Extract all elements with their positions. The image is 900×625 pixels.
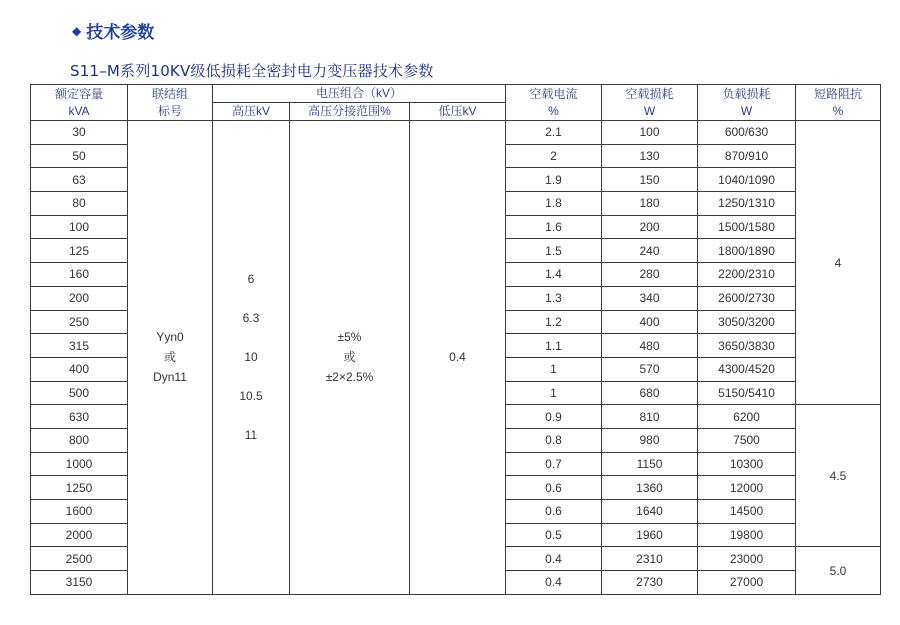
- no-load-loss-cell: 280: [602, 263, 698, 287]
- capacity-cell: 50: [31, 144, 128, 168]
- header-nlc-label: 空载电流: [529, 86, 578, 101]
- no-load-loss-cell: 980: [602, 428, 698, 452]
- capacity-cell: 125: [31, 239, 128, 263]
- header-impedance: [796, 85, 881, 121]
- no-load-current-cell: 0.8: [506, 428, 602, 452]
- no-load-loss-cell: 1150: [602, 452, 698, 476]
- header-nll-label: 空载损耗: [625, 86, 674, 101]
- header-ll-label: 负载损耗: [722, 86, 771, 101]
- header-group-label: 联结组: [151, 86, 188, 101]
- no-load-current-cell: 1.8: [506, 192, 602, 216]
- capacity-cell: 200: [31, 286, 128, 310]
- no-load-loss-cell: 100: [602, 121, 698, 145]
- capacity-cell: 100: [31, 215, 128, 239]
- load-loss-cell: 1500/1580: [698, 215, 796, 239]
- group-value-line: Dyn11: [153, 370, 187, 385]
- group-cell: [128, 121, 213, 595]
- load-loss-cell: 3650/3830: [698, 334, 796, 358]
- capacity-cell: 400: [31, 357, 128, 381]
- hv-value: 6.3: [242, 311, 260, 326]
- load-loss-cell: 870/910: [698, 144, 796, 168]
- load-loss-cell: 1800/1890: [698, 239, 796, 263]
- tap-value-line: ±5%: [337, 330, 362, 345]
- load-loss-cell: 7500: [698, 428, 796, 452]
- hv-value: 11: [244, 428, 258, 443]
- load-loss-cell: 23000: [698, 547, 796, 571]
- capacity-cell: 160: [31, 263, 128, 287]
- header-voltage-group: 电压组合（kV）: [213, 85, 506, 103]
- load-loss-cell: 6200: [698, 405, 796, 429]
- header-capacity-label: 额定容量: [54, 86, 103, 101]
- hv-value: 6: [247, 272, 255, 287]
- no-load-loss-cell: 570: [602, 357, 698, 381]
- no-load-current-cell: 0.5: [506, 523, 602, 547]
- header-ll-unit: W: [740, 103, 753, 118]
- no-load-current-cell: 0.7: [506, 452, 602, 476]
- capacity-cell: 630: [31, 405, 128, 429]
- no-load-current-cell: 0.9: [506, 405, 602, 429]
- no-load-loss-cell: 2310: [602, 547, 698, 571]
- impedance-cell: 4.5: [796, 405, 881, 547]
- no-load-loss-cell: 480: [602, 334, 698, 358]
- header-lv: 低压kV: [410, 103, 506, 121]
- no-load-loss-cell: 1960: [602, 523, 698, 547]
- section-heading: [72, 18, 154, 43]
- capacity-cell: 1600: [31, 500, 128, 524]
- no-load-loss-cell: 400: [602, 310, 698, 334]
- no-load-loss-cell: 680: [602, 381, 698, 405]
- load-loss-cell: 10300: [698, 452, 796, 476]
- diamond-bullet-icon: ◆: [72, 23, 82, 38]
- load-loss-cell: 14500: [698, 500, 796, 524]
- no-load-loss-cell: 240: [602, 239, 698, 263]
- no-load-loss-cell: 1640: [602, 500, 698, 524]
- capacity-cell: 250: [31, 310, 128, 334]
- no-load-current-cell: 0.6: [506, 500, 602, 524]
- load-loss-cell: 2600/2730: [698, 286, 796, 310]
- lv-cell: 0.4: [410, 121, 506, 595]
- group-value-line: Yyn0: [156, 330, 184, 345]
- no-load-loss-cell: 150: [602, 168, 698, 192]
- header-group-label-2: 标号: [157, 103, 182, 118]
- header-load-loss: [698, 85, 796, 121]
- no-load-current-cell: 1: [506, 381, 602, 405]
- impedance-cell: 5.0: [796, 547, 881, 594]
- header-capacity-unit: kVA: [68, 103, 90, 118]
- no-load-current-cell: 0.6: [506, 476, 602, 500]
- load-loss-cell: 27000: [698, 571, 796, 595]
- no-load-current-cell: 1.9: [506, 168, 602, 192]
- header-no-load-loss: [602, 85, 698, 121]
- section-heading-text: 技术参数: [86, 23, 155, 43]
- header-impedance-unit: %: [832, 103, 844, 118]
- capacity-cell: 1250: [31, 476, 128, 500]
- capacity-cell: 80: [31, 192, 128, 216]
- no-load-current-cell: 1.5: [506, 239, 602, 263]
- tap-value-line: 或: [343, 350, 356, 365]
- impedance-cell: 4: [796, 121, 881, 405]
- no-load-current-cell: 0.4: [506, 547, 602, 571]
- table-row: [31, 121, 881, 145]
- table-title: S11–M系列10KV级低损耗全密封电力变压器技术参数: [70, 62, 434, 80]
- header-capacity: [31, 85, 128, 121]
- load-loss-cell: 2200/2310: [698, 263, 796, 287]
- header-hv: 高压kV: [213, 103, 290, 121]
- header-tap: 高压分接范围%: [290, 103, 410, 121]
- load-loss-cell: 5150/5410: [698, 381, 796, 405]
- hv-value: 10.5: [239, 389, 263, 404]
- hv-value: 10: [244, 350, 258, 365]
- capacity-cell: 500: [31, 381, 128, 405]
- no-load-loss-cell: 340: [602, 286, 698, 310]
- no-load-loss-cell: 1360: [602, 476, 698, 500]
- no-load-current-cell: 1.4: [506, 263, 602, 287]
- no-load-loss-cell: 2730: [602, 571, 698, 595]
- group-value-line: 或: [163, 350, 176, 365]
- header-nll-unit: W: [643, 103, 656, 118]
- no-load-current-cell: 2: [506, 144, 602, 168]
- load-loss-cell: 1040/1090: [698, 168, 796, 192]
- no-load-loss-cell: 200: [602, 215, 698, 239]
- header-group: [128, 85, 213, 121]
- tap-cell: [290, 121, 410, 595]
- no-load-current-cell: 0.4: [506, 571, 602, 595]
- load-loss-cell: 600/630: [698, 121, 796, 145]
- no-load-current-cell: 1.3: [506, 286, 602, 310]
- load-loss-cell: 3050/3200: [698, 310, 796, 334]
- no-load-current-cell: 2.1: [506, 121, 602, 145]
- capacity-cell: 3150: [31, 571, 128, 595]
- no-load-current-cell: 1.1: [506, 334, 602, 358]
- spec-table-container: [30, 84, 880, 595]
- hv-cell: [213, 121, 290, 595]
- header-no-load-current: [506, 85, 602, 121]
- load-loss-cell: 1250/1310: [698, 192, 796, 216]
- capacity-cell: 63: [31, 168, 128, 192]
- capacity-cell: 2500: [31, 547, 128, 571]
- no-load-current-cell: 1.2: [506, 310, 602, 334]
- load-loss-cell: 4300/4520: [698, 357, 796, 381]
- load-loss-cell: 12000: [698, 476, 796, 500]
- capacity-cell: 800: [31, 428, 128, 452]
- load-loss-cell: 19800: [698, 523, 796, 547]
- header-nlc-unit: %: [548, 103, 559, 118]
- capacity-cell: 315: [31, 334, 128, 358]
- header-impedance-label: 短路阻抗: [814, 86, 863, 101]
- capacity-cell: 30: [31, 121, 128, 145]
- spec-table-body: [31, 121, 881, 595]
- no-load-loss-cell: 180: [602, 192, 698, 216]
- spec-table: [30, 84, 881, 595]
- capacity-cell: 2000: [31, 523, 128, 547]
- tap-value-line: ±2×2.5%: [325, 370, 374, 385]
- no-load-current-cell: 1: [506, 357, 602, 381]
- no-load-loss-cell: 810: [602, 405, 698, 429]
- no-load-loss-cell: 130: [602, 144, 698, 168]
- capacity-cell: 1000: [31, 452, 128, 476]
- no-load-current-cell: 1.6: [506, 215, 602, 239]
